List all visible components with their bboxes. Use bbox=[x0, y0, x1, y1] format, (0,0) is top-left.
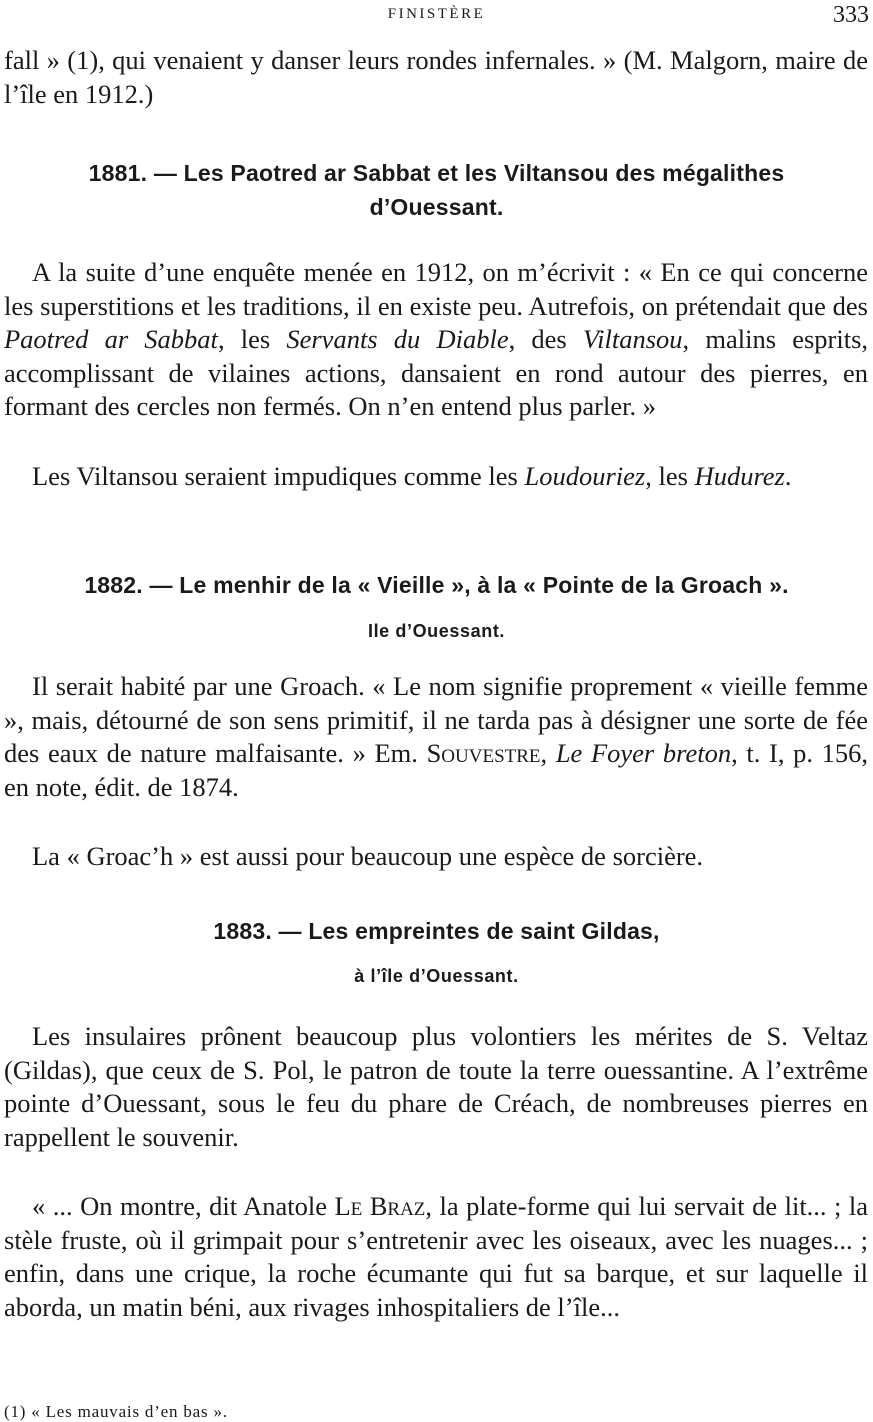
section-number: 1881. bbox=[88, 160, 148, 186]
paragraph-text: fall » (1), qui venaient y danser leurs rondes infernales. » (M. Malgorn, maire de l’île en 1912.) bbox=[4, 45, 868, 109]
italic-term: Servants du Diable bbox=[286, 324, 509, 354]
heading-dash: — bbox=[278, 918, 302, 944]
section-number: 1882. bbox=[84, 572, 143, 598]
section-heading-line-2: d’Ouessant. bbox=[369, 194, 504, 220]
paragraph-1882-sorciere bbox=[4, 840, 868, 874]
paragraph-text: , la plate-forme qui lui servait de lit... ; la stèle fruste, où il grimpait pour s’entretenir avec les oiseaux, avec les nuages... ; enfin, dans une crique, la roche écumante qui fut sa barque, et sur laquelle il aborda, un matin béni, aux rivages inhospitaliers de l’île... bbox=[4, 1191, 868, 1322]
paragraph-text: , t. I, p. 156, en note, édit. de 1874. bbox=[4, 738, 869, 802]
footnote: (1) « Les mauvais d’en bas ». bbox=[4, 1402, 228, 1421]
page-number: 333 bbox=[833, 2, 869, 28]
paragraph-1883-le-braz bbox=[4, 1190, 868, 1324]
section-title: Les Paotred ar Sabbat et les Viltansou des mégalithes bbox=[183, 160, 785, 186]
section-title: Le menhir de la « Vieille », à la « Pointe de la Groach ». bbox=[179, 572, 789, 598]
paragraph-text: A la suite d’une enquête menée en 1912, on m’écrivit : « En ce qui concerne les superstitions et les traditions, il en existe peu. Autrefois, on prétendait que des bbox=[4, 257, 868, 321]
paragraph-1881-enquete bbox=[4, 256, 868, 424]
author-name: Le Braz bbox=[334, 1191, 426, 1221]
italic-term: Paotred ar Sabbat bbox=[4, 324, 218, 354]
running-head bbox=[0, 2, 873, 32]
paragraph-text: Les insulaires prônent beaucoup plus volontiers les mérites de S. Veltaz (Gildas), que ceux de S. Pol, le patron de toute la terre ouessantine. A l’extrême pointe d’Ouessant, sous le feu du phare de Créach, de nombreuses pierres en rappellent le souvenir. bbox=[4, 1021, 868, 1152]
paragraph-text: Les Viltansou seraient impudiques comme les bbox=[32, 461, 525, 491]
section-heading-1883 bbox=[0, 914, 873, 948]
paragraph-text: La « Groac’h » est aussi pour beaucoup une espèce de sorcière. bbox=[32, 841, 704, 871]
paragraph-1883-insulaires bbox=[4, 1020, 868, 1154]
paragraph-text: , les bbox=[217, 324, 287, 354]
italic-term: Loudouriez bbox=[524, 461, 646, 491]
paragraph-text: , des bbox=[508, 324, 583, 354]
section-heading-line-1 bbox=[0, 156, 873, 190]
section-heading-1882 bbox=[0, 568, 873, 602]
paragraph-text: , les bbox=[645, 461, 695, 491]
paragraph-1882-groach bbox=[4, 670, 868, 804]
paragraph-text: , malins esprits, accomplissant de vilaines actions, dansaient en rond autour des pierres, en formant des cercles non fermés. On n’en entend plus parler. » bbox=[4, 324, 869, 421]
section-heading-1881 bbox=[0, 156, 873, 224]
heading-dash: — bbox=[153, 160, 178, 186]
italic-term: Viltansou bbox=[582, 324, 683, 354]
book-title: Le Foyer breton bbox=[555, 738, 732, 768]
italic-term: Hudurez bbox=[694, 461, 785, 491]
paragraph-text: , bbox=[540, 738, 556, 768]
section-number: 1883. bbox=[213, 918, 272, 944]
paragraph-text: « ... On montre, dit Anatole bbox=[32, 1191, 335, 1221]
section-subheading-1883: à l’île d’Ouessant. bbox=[354, 966, 519, 986]
author-name: Souvestre bbox=[426, 738, 541, 768]
section-subheading-1882: Ile d’Ouessant. bbox=[367, 621, 506, 641]
section-title: Les empreintes de saint Gildas, bbox=[308, 918, 660, 944]
heading-dash: — bbox=[149, 572, 173, 598]
paragraph-continuation bbox=[4, 44, 868, 111]
paragraph-1881-viltansou bbox=[4, 460, 868, 494]
running-title: FINISTÈRE bbox=[387, 6, 486, 22]
paragraph-text: Il serait habité par une Groach. « Le nom signifie proprement « vieille femme », mais, détourné de son sens primitif, il ne tarda pas à désigner une sorte de fée des eaux de nature malfaisante. » Em. bbox=[4, 671, 868, 768]
paragraph-text: . bbox=[784, 461, 792, 491]
